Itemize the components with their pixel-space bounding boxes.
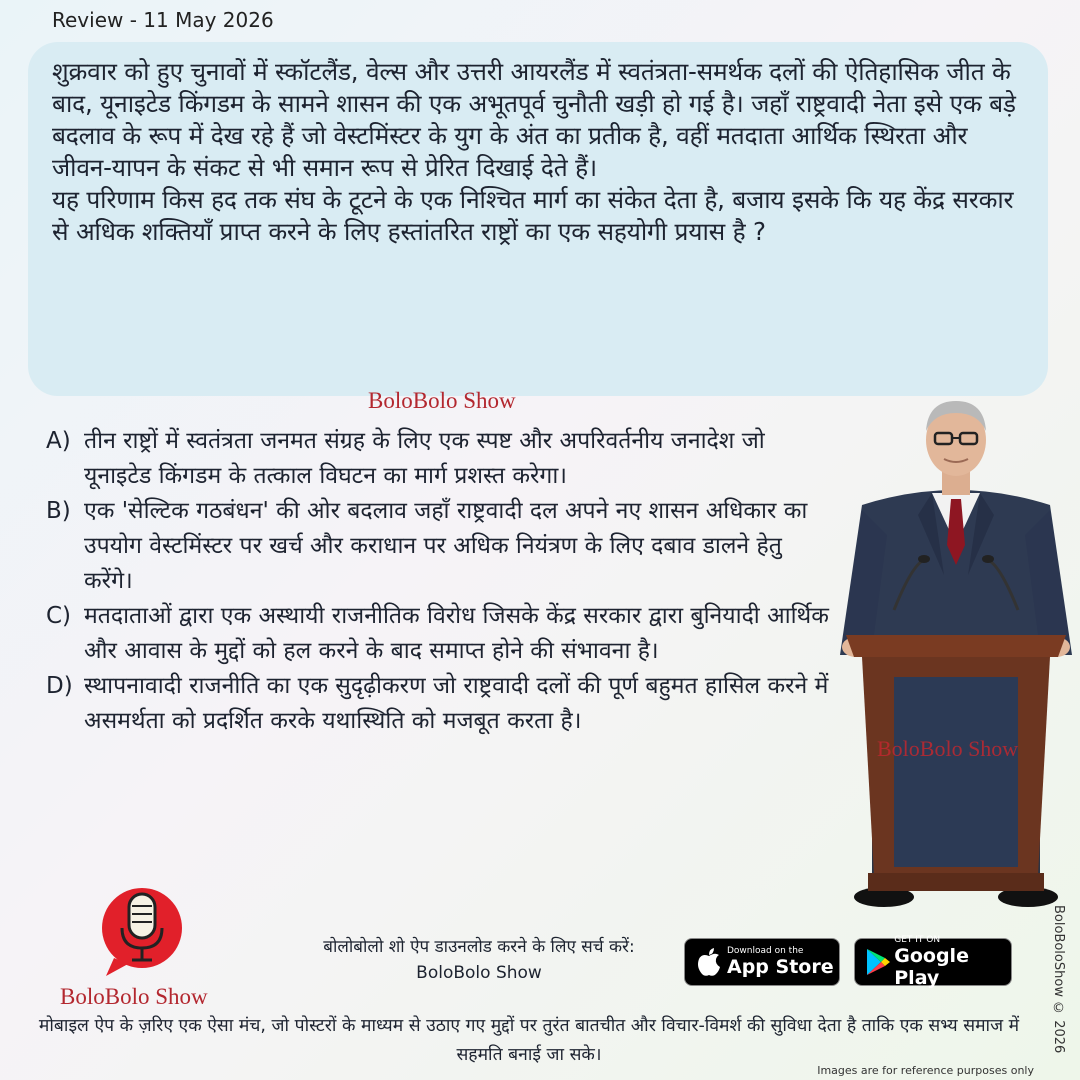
question-paragraph-1: शुक्रवार को हुए चुनावों में स्कॉटलैंड, वेल्स और उत्तरी आयरलैंड में स्वतंत्रता-समर्थक दलों की ऐतिहासिक जीत के बाद, यूनाइटेड किंगडम के सामने शासन की एक अभूतपूर्व चुनौती खड़ी हो गई है। जहाँ राष्ट्रवादी नेता इसे एक बड़े बदलाव के रूप में देख रहे हैं जो वेस्टमिंस्टर के युग के अंत का प्रतीक है, वहीं मतदाता आर्थिक स्थिरता और जीवन-यापन के संकट से भी समान रूप से प्रेरित दिखाई देते हैं।: [52, 57, 1016, 182]
option-b[interactable]: [46, 494, 836, 599]
option-b-text: एक 'सेल्टिक गठबंधन' की ओर बदलाव जहाँ राष्ट्रवादी दल अपने नए शासन अधिकार का उपयोग वेस्टमिंस्टर पर खर्च और कराधान पर अधिक नियंत्रण के लिए दबाव डालने हेतु करेंगे।: [84, 498, 808, 594]
download-line-2: BoloBolo Show: [416, 963, 542, 983]
speaker-illustration: [832, 395, 1080, 915]
option-a-text: तीन राष्ट्रों में स्वतंत्रता जनमत संग्रह के लिए एक स्पष्ट और अपरिवर्तनीय जनादेश जो यूनाइटेड किंगडम के तत्काल विघटन का मार्ग प्रशस्त करेगा।: [84, 428, 765, 489]
download-instructions: [286, 934, 672, 986]
download-line-1: बोलोबोलो शो ऐप डाउनलोड करने के लिए सर्च करें:: [323, 937, 635, 957]
options-list: [46, 424, 836, 739]
microphone-icon: [92, 880, 192, 980]
app-store-button[interactable]: [684, 938, 840, 986]
disclaimer-text: Images are for reference purposes only: [817, 1064, 1034, 1077]
option-a-letter: A): [46, 428, 71, 454]
google-play-icon: [861, 948, 894, 976]
footer-text: मोबाइल ऐप के ज़रिए एक ऐसा मंच, जो पोस्टरों के माध्यम से उठाए गए मुद्दों पर तुरंत बातचीत और विचार-विमर्श की सुविधा देता है ताकि एक सभ्य समाज में सहमति बनाई जा सके।: [38, 1016, 1020, 1065]
option-c[interactable]: [46, 599, 836, 669]
app-store-small-text: Download on the: [727, 946, 804, 956]
brand-watermark-podium: BoloBolo Show: [877, 736, 1019, 761]
option-d-text: स्थापनावादी राजनीति का एक सुदृढ़ीकरण जो राष्ट्रवादी दलों की पूर्ण बहुमत हासिल करने में असमर्थता को प्रदर्शित करके यथास्थिति को मजबूत करता है।: [84, 673, 829, 734]
brand-logo-text: BoloBolo Show: [60, 984, 208, 1009]
question-box: [28, 42, 1048, 396]
brand-watermark-top: BoloBolo Show: [368, 388, 516, 413]
option-d[interactable]: [46, 669, 836, 739]
apple-icon: [691, 947, 727, 977]
option-c-letter: C): [46, 603, 72, 629]
copyright-text: BoloBoloShow © 2026: [1051, 905, 1066, 1054]
google-play-big-text: Google Play: [894, 945, 969, 989]
option-c-text: मतदाताओं द्वारा एक अस्थायी राजनीतिक विरोध जिसके केंद्र सरकार द्वारा बुनियादी आर्थिक और आवास के मुद्दों को हल करने के बाद समाप्त होने की संभावना है।: [84, 603, 829, 664]
app-store-big-text: App Store: [727, 956, 834, 978]
option-a[interactable]: [46, 424, 836, 494]
review-date: Review - 11 May 2026: [52, 8, 274, 32]
google-play-small-text: GET IT ON: [894, 935, 941, 945]
google-play-button[interactable]: [854, 935, 1012, 989]
question-paragraph-2: यह परिणाम किस हद तक संघ के टूटने के एक निश्चित मार्ग का संकेत देता है, बजाय इसके कि यह केंद्र सरकार से अधिक शक्तियाँ प्राप्त करने के लिए हस्तांतरित राष्ट्रों का एक सहयोगी प्रयास है ?: [52, 185, 1014, 246]
option-b-letter: B): [46, 498, 71, 524]
option-d-letter: D): [46, 673, 73, 699]
